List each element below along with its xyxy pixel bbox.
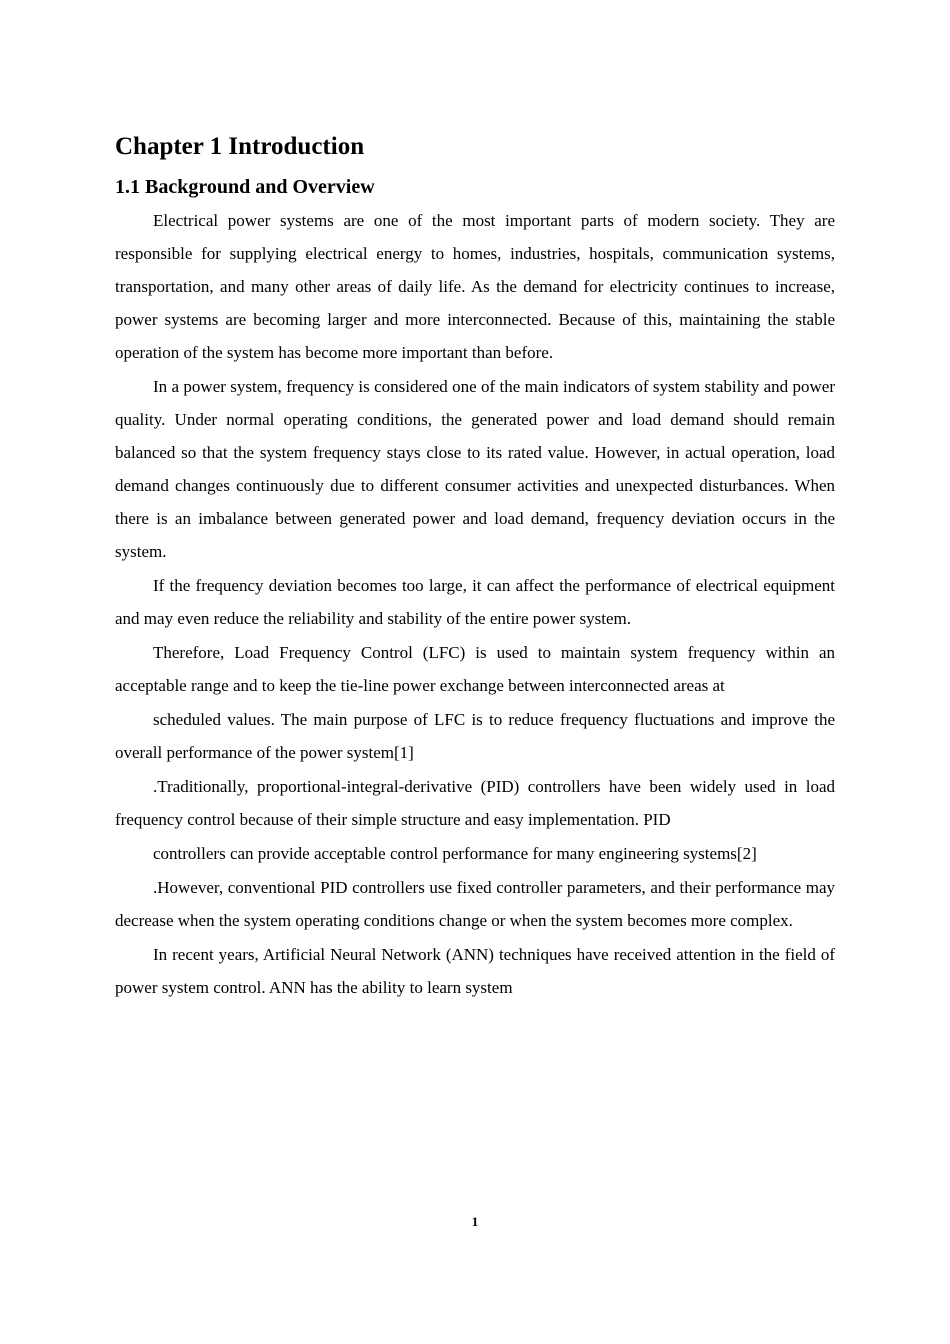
- paragraph-7: controllers can provide acceptable control performance for many engineering systems[2]: [153, 844, 757, 863]
- paragraph-4: Therefore, Load Frequency Control (LFC) is used to maintain system frequency within an acceptable range and to keep the tie-line power exchange between interconnected areas at: [115, 643, 835, 695]
- chapter-title: Chapter 1 Introduction: [115, 133, 365, 160]
- paragraph-2: In a power system, frequency is considered one of the main indicators of system stability and power quality. Under normal operating conditions, the generated power and load demand should remain balanced so that the system frequency stays close to its rated value. However, in actual operation, load demand changes continuously due to different consumer activities and unexpected disturbances. When there is an imbalance between generated power and load demand, frequency deviation occurs in the system.: [115, 377, 835, 561]
- paragraph-1: Electrical power systems are one of the most important parts of modern society. They are responsible for supplying electrical energy to homes, industries, hospitals, communication systems, transportation, and many other areas of daily life. As the demand for electricity continues to increase, power systems are becoming larger and more interconnected. Because of this, maintaining the stable operation of the system has become more important than before.: [115, 211, 835, 362]
- page-number: 1: [471, 1214, 479, 1229]
- section-title: 1.1 Background and Overview: [115, 176, 375, 198]
- paragraph-8: .However, conventional PID controllers use fixed controller parameters, and their performance may decrease when the system operating conditions change or when the system becomes more complex.: [115, 878, 835, 930]
- paragraph-3: If the frequency deviation becomes too large, it can affect the performance of electrical equipment and may even reduce the reliability and stability of the entire power system.: [115, 576, 835, 628]
- page-content: [115, 128, 835, 1004]
- paragraph-9: In recent years, Artificial Neural Network (ANN) techniques have received attention in the field of power system control. ANN has the ability to learn system: [115, 945, 835, 997]
- paragraph-5: scheduled values. The main purpose of LFC is to reduce frequency fluctuations and improve the overall performance of the power system[1]: [115, 710, 835, 762]
- paragraph-6: .Traditionally, proportional-integral-derivative (PID) controllers have been widely used in load frequency control because of their simple structure and easy implementation. PID: [115, 777, 835, 829]
